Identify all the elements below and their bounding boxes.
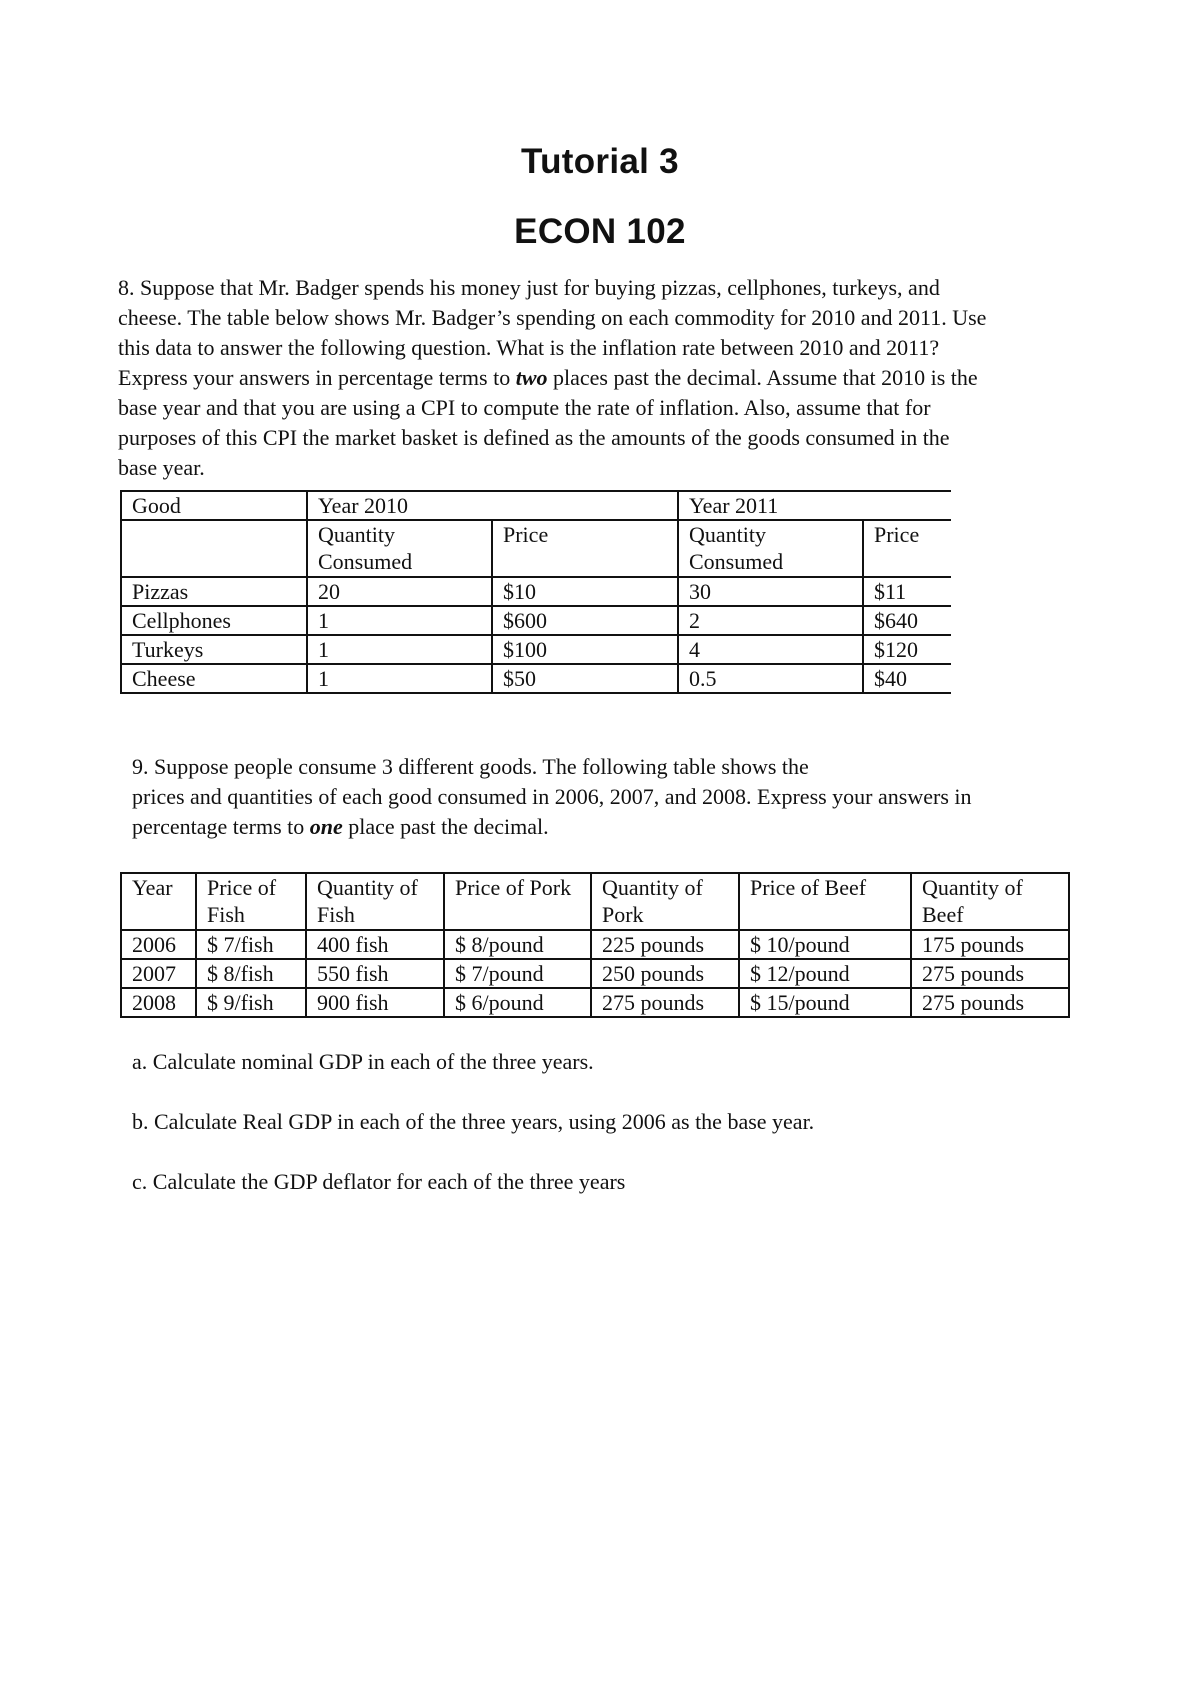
- cell: $ 8/pound: [444, 930, 591, 959]
- cell: $ 15/pound: [739, 988, 911, 1017]
- cell: $40: [863, 664, 951, 693]
- q8-line: this data to answer the following question. What is the inflation rate between 2010 and 2011?: [118, 335, 940, 360]
- gdp-table: [120, 872, 1070, 1018]
- cell: 900 fish: [306, 988, 444, 1017]
- q9-line: prices and quantities of each good consumed in 2006, 2007, and 2008. Express your answers in: [132, 784, 972, 809]
- table-row: [121, 577, 951, 606]
- cell: 275 pounds: [911, 988, 1069, 1017]
- question-8-text: [118, 273, 1098, 483]
- q9-line-part: place past the decimal.: [342, 814, 549, 839]
- cell: $120: [863, 635, 951, 664]
- cell: $600: [492, 606, 678, 635]
- question-9c: c. Calculate the GDP deflator for each of the three years: [132, 1169, 626, 1194]
- q8-line: base year and that you are using a CPI to compute the rate of inflation. Also, assume that for: [118, 395, 931, 420]
- cell: Cheese: [121, 664, 307, 693]
- header-cell: Quantity of Beef: [911, 873, 1069, 930]
- subheader-empty: [121, 520, 307, 577]
- q9-line: 9. Suppose people consume 3 different goods. The following table shows the: [132, 754, 809, 779]
- q9-line: [132, 812, 1092, 842]
- question-9b: b. Calculate Real GDP in each of the three years, using 2006 as the base year.: [132, 1109, 815, 1134]
- header-cell: Quantity of Pork: [591, 873, 739, 930]
- cell: Pizzas: [121, 577, 307, 606]
- question-9-text: [132, 752, 1092, 842]
- q8-emphasis: two: [515, 365, 548, 390]
- cell: 1: [307, 635, 492, 664]
- subheader-price-2011: Price: [863, 520, 951, 577]
- question-9a: a. Calculate nominal GDP in each of the three years.: [132, 1049, 594, 1074]
- cell: 20: [307, 577, 492, 606]
- table-row: [121, 959, 1069, 988]
- cell: $ 7/fish: [196, 930, 306, 959]
- cell: $ 7/pound: [444, 959, 591, 988]
- cell: 30: [678, 577, 863, 606]
- cpi-table: [120, 490, 951, 694]
- cell: $11: [863, 577, 951, 606]
- table-row: [121, 988, 1069, 1017]
- cell: $10: [492, 577, 678, 606]
- cell: 2007: [121, 959, 196, 988]
- cell: 275 pounds: [911, 959, 1069, 988]
- q8-line: purposes of this CPI the market basket is defined as the amounts of the goods consumed in the: [118, 425, 950, 450]
- table-row: [121, 635, 951, 664]
- cell: 225 pounds: [591, 930, 739, 959]
- q8-line: 8. Suppose that Mr. Badger spends his money just for buying pizzas, cellphones, turkeys, and: [118, 275, 940, 300]
- course-code: ECON 102: [514, 212, 686, 251]
- cell: 400 fish: [306, 930, 444, 959]
- cell: 0.5: [678, 664, 863, 693]
- q8-line: cheese. The table below shows Mr. Badger’s spending on each commodity for 2010 and 2011. Use: [118, 305, 987, 330]
- cell: 1: [307, 664, 492, 693]
- header-year-2011: Year 2011: [678, 491, 951, 520]
- cell: 2008: [121, 988, 196, 1017]
- header-cell: Price of Pork: [444, 873, 591, 930]
- table-row: [121, 664, 951, 693]
- cell: 2: [678, 606, 863, 635]
- table-header-row: [121, 873, 1069, 930]
- cell: Turkeys: [121, 635, 307, 664]
- cell: $640: [863, 606, 951, 635]
- cell: 550 fish: [306, 959, 444, 988]
- q8-line: base year.: [118, 455, 205, 480]
- cell: 250 pounds: [591, 959, 739, 988]
- cell: $ 12/pound: [739, 959, 911, 988]
- table-header-row: [121, 491, 951, 520]
- cell: $ 10/pound: [739, 930, 911, 959]
- q8-line-part: places past the decimal. Assume that 2010 is the: [547, 365, 978, 390]
- cell: 4: [678, 635, 863, 664]
- header-cell: Price of Beef: [739, 873, 911, 930]
- table-row: [121, 930, 1069, 959]
- header-cell: Quantity of Fish: [306, 873, 444, 930]
- cell: 2006: [121, 930, 196, 959]
- cell: $100: [492, 635, 678, 664]
- cell: $ 6/pound: [444, 988, 591, 1017]
- cell: $ 9/fish: [196, 988, 306, 1017]
- cell: Cellphones: [121, 606, 307, 635]
- cell: $50: [492, 664, 678, 693]
- header-cell: Year: [121, 873, 196, 930]
- subheader-qty-2011: Quantity Consumed: [678, 520, 863, 577]
- cell: 175 pounds: [911, 930, 1069, 959]
- table-row: [121, 606, 951, 635]
- q8-line-part: Express your answers in percentage terms to: [118, 365, 516, 390]
- q9-emphasis: one: [309, 814, 343, 839]
- q9-line-part: percentage terms to: [132, 814, 310, 839]
- subheader-price-2010: Price: [492, 520, 678, 577]
- table-subheader-row: [121, 520, 951, 577]
- cell: $ 8/fish: [196, 959, 306, 988]
- cell: 1: [307, 606, 492, 635]
- q8-line: [118, 363, 1098, 393]
- cell: 275 pounds: [591, 988, 739, 1017]
- header-cell: Price of Fish: [196, 873, 306, 930]
- subheader-qty-2010: Quantity Consumed: [307, 520, 492, 577]
- document-title: Tutorial 3: [521, 142, 679, 181]
- header-year-2010: Year 2010: [307, 491, 678, 520]
- header-good: Good: [121, 491, 307, 520]
